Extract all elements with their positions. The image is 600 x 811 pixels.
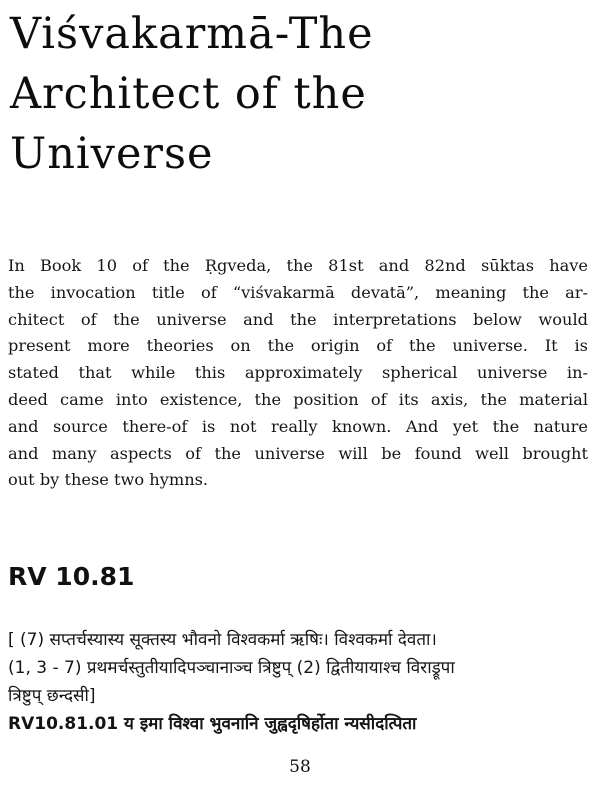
paragraph-line: and many aspects of the universe will be found well brought	[8, 443, 588, 463]
paragraph-line: present more theories on the origin of the universe. It is	[8, 336, 588, 356]
paragraph-line: out by these two hymns.	[8, 470, 209, 490]
verse-reference-line	[8, 710, 598, 738]
page-number: 58	[289, 757, 311, 777]
paragraph-line: chitect of the universe and the interpretations below would	[8, 309, 588, 329]
paragraph-line: In Book 10 of the Ṛgveda, the 81st and 82nd sūktas have	[8, 256, 588, 275]
chapter-title-line-1: Viśvakarmā-The	[10, 9, 374, 59]
chapter-title-line-3: Universe	[10, 129, 214, 179]
paragraph-line: and source there-of is not really known. And yet the nature	[8, 416, 588, 436]
section-heading: RV 10.81	[8, 562, 135, 591]
verse-meta-line: (1, 3 - 7) प्रथमर्चस्तुतीयादिपञ्चानाञ्च त्रिष्टुप् (2) द्वितीयायाश्च विराड्रूपा	[8, 658, 455, 678]
paragraph-line: stated that while this approximately spherical universe in-	[8, 363, 588, 383]
chapter-title	[10, 4, 480, 184]
intro-paragraph	[8, 253, 588, 494]
verse-reference-id: RV10.81.01	[8, 714, 119, 734]
paragraph-line: deed came into existence, the position of its axis, the material	[8, 389, 588, 409]
paragraph-line: the invocation title of “viśvakarmā devatā”, meaning the ar-	[8, 282, 588, 302]
verse-meta-line: [ (7) सप्तर्चस्यास्य सूक्तस्य भौवनो विश्वकर्मा ऋषिः। विश्वकर्मा देवता।	[8, 630, 437, 650]
verse-text: य इमा विश्वा भुवनानि जुह्वदृषिर्होता न्यसीदत्पिता	[118, 714, 417, 734]
verse-meta-line: त्रिष्टुप् छन्दसी]	[8, 686, 96, 706]
chapter-title-line-2: Architect of the	[10, 69, 367, 119]
sanskrit-verse-block	[8, 626, 598, 738]
